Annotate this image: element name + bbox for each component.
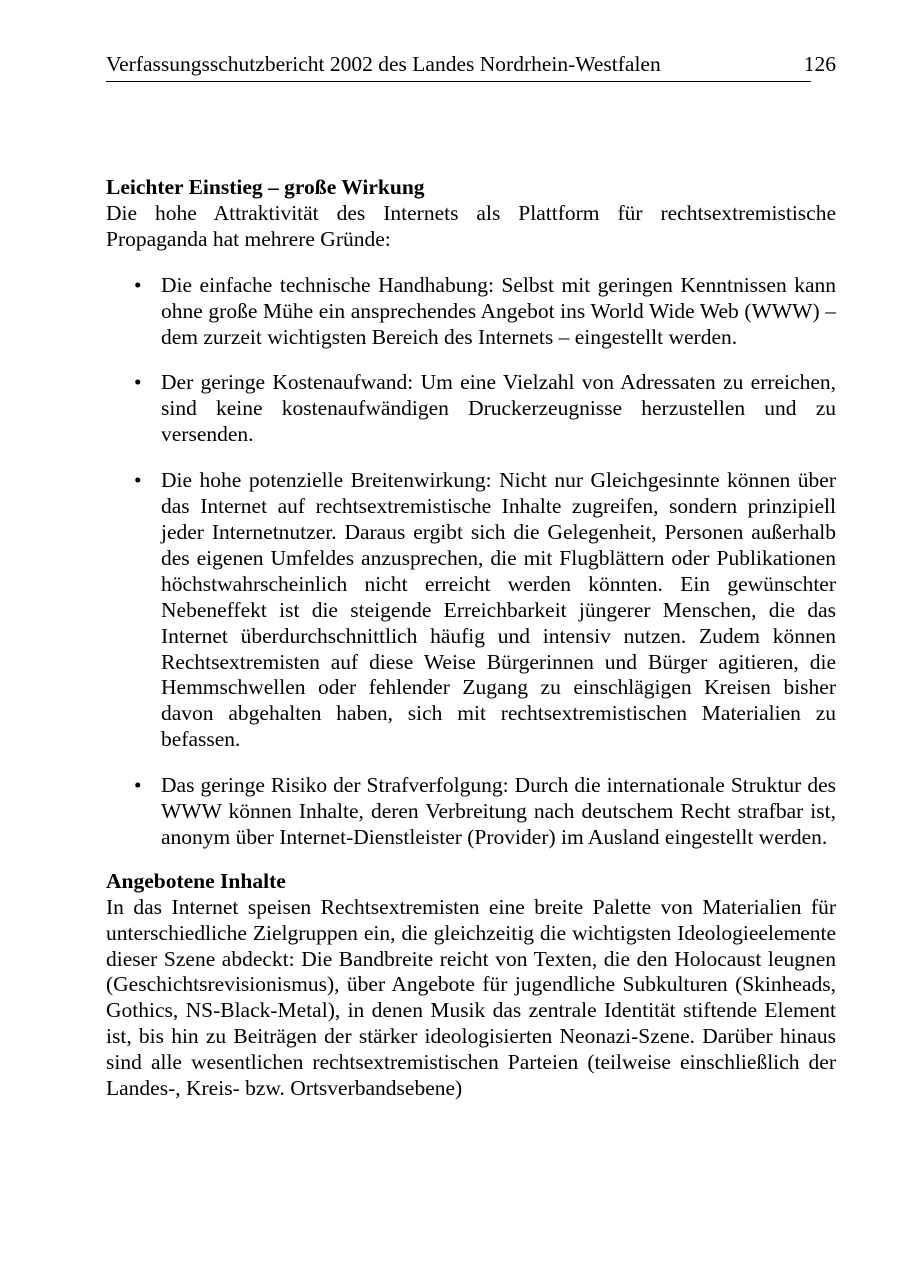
section-intro-paragraph: Die hohe Attraktivität des Internets als Plattform für rechtsextremistische Propaganda hat mehrere Gründe: xyxy=(106,200,836,251)
section-angebotene-inhalte xyxy=(106,869,836,1102)
list-item-text: Die hohe potenzielle Breitenwirkung: Nicht nur Gleichgesinnte können über das Internet auf rechtsextremistische Inhalte zugreifen, sondern prinzipiell jeder Internetnutzer. Daraus ergibt sich die Gelegenheit, Personen außerhalb des eigenen Umfeldes anzusprechen, die mit Flugblättern oder Publikationen höchstwahrscheinlich nicht erreicht werden könnten. Ein gewünschter Nebeneffekt ist die steigende Erreichbarkeit jüngerer Menschen, die das Internet überdurchschnittlich häufig und intensiv nutzen. Zudem können Rechtsextremisten auf diese Weise Bürgerinnen und Bürger agitieren, die Hemmschwellen oder fehlender Zugang zu einschlägigen Kreisen bisher davon abgehalten haben, sich mit rechtsextremistischen Materialien zu befassen. xyxy=(161,468,836,752)
section-heading-inhalte: Angebotene Inhalte xyxy=(106,868,286,893)
bullet-marker: • xyxy=(134,468,142,493)
list-item xyxy=(106,773,836,851)
bullet-marker: • xyxy=(134,272,142,297)
bullet-marker: • xyxy=(134,370,142,395)
list-item xyxy=(106,370,836,448)
reasons-bullet-list xyxy=(106,273,836,851)
page-number: 126 xyxy=(803,52,836,76)
list-item-text: Der geringe Kostenaufwand: Um eine Vielzahl von Adressaten zu erreichen, sind keine kostenaufwändigen Druckerzeugnisse herzustellen und zu versenden. xyxy=(161,370,836,447)
bullet-marker: • xyxy=(134,773,142,798)
list-item-text: Die einfache technische Handhabung: Selbst mit geringen Kenntnissen kann ohne große Mühe ein ansprechendes Angebot ins World Wide Web (WWW) – dem zurzeit wichtigsten Bereich des Internets – eingestellt werden. xyxy=(161,272,836,349)
page-header xyxy=(106,52,836,84)
page-content xyxy=(106,175,836,1102)
header-title: Verfassungsschutzbericht 2002 des Landes Nordrhein-Westfalen xyxy=(106,52,661,76)
list-item-text: Das geringe Risiko der Strafverfolgung: Durch die internationale Struktur des WWW können Inhalte, deren Verbreitung nach deutschem Recht strafbar ist, anonym über Internet-Dienstleister (Provider) im Ausland eingestellt werden. xyxy=(161,773,836,849)
list-item xyxy=(106,468,836,753)
list-item xyxy=(106,273,836,351)
section-heading-einstieg: Leichter Einstieg – große Wirkung xyxy=(106,175,425,199)
section-body-paragraph: In das Internet speisen Rechtsextremisten eine breite Palette von Materialien für unterschiedliche Zielgruppen ein, die gleichzeitig die wichtigsten Ideologieelemente dieser Szene abdeckt: Die Bandbreite reicht von Texten, die den Holocaust leugnen (Geschichtsrevisionismus), über Angebote für jugendliche Subkulturen (Skinheads, Gothics, NS-Black-Metal), in denen Musik das zentrale Identität stiftende Element ist, bis hin zu Beiträgen der stärker ideologisierten Neonazi-Szene. Darüber hinaus sind alle wesentlichen rechtsextremistischen Parteien (teilweise einschließlich der Landes-, Kreis- bzw. Ortsverbandsebene) xyxy=(106,894,836,1101)
header-rule xyxy=(106,81,811,82)
